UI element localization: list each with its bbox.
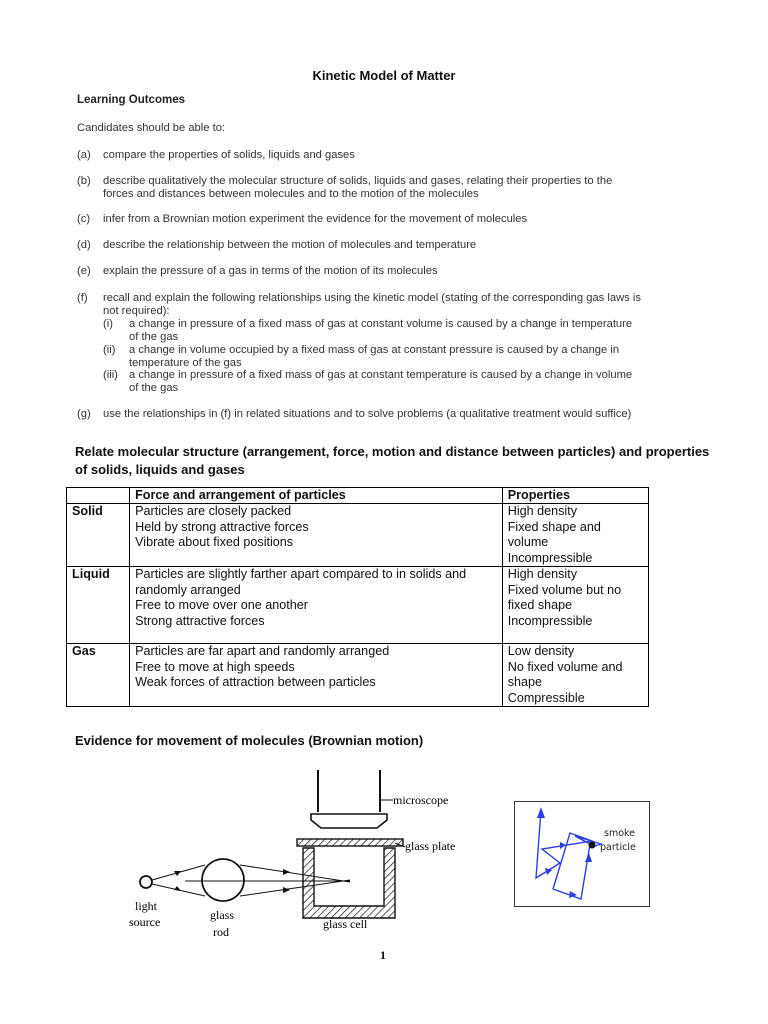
smoke-particle-dot — [589, 842, 596, 849]
properties-cell — [502, 644, 648, 707]
glass-plate — [297, 839, 403, 846]
force-line: Vibrate about fixed positions — [135, 535, 294, 550]
outcome-label: (a) — [77, 149, 91, 161]
sub-outcome-text: a change in volume occupied by a fixed mass of gas at constant pressure is caused by a change in temperature of the gas — [129, 344, 620, 369]
microscope-objective — [311, 814, 387, 828]
force-cell — [130, 567, 503, 644]
force-cell — [130, 644, 503, 707]
property-line: Low density — [507, 644, 575, 659]
force-line: Particles are far apart and randomly arranged — [135, 644, 390, 659]
outcome-label: (b) — [77, 175, 91, 187]
page-number: 1 — [380, 948, 386, 962]
outcome-label: (e) — [77, 265, 91, 277]
sub-outcome-label: (ii) — [103, 344, 116, 356]
force-line: Particles are slightly farther apart compared to in solids and randomly arranged — [135, 567, 467, 597]
label-glass: glass — [210, 908, 234, 922]
property-line: Fixed volume but no fixed shape — [507, 582, 622, 613]
row-label: Gas — [67, 644, 130, 707]
table-row-liquid — [67, 567, 649, 644]
sub-outcome-text: a change in pressure of a fixed mass of gas at constant volume is caused by a change in temperature of the gas — [129, 318, 633, 343]
label-rod: rod — [213, 925, 229, 939]
property-line: Compressible — [507, 690, 585, 705]
force-cell — [130, 504, 503, 567]
outcome-text: use the relationships in (f) in related situations and to solve problems (a qualitative treatment would suffice) — [103, 408, 632, 420]
page-title: Kinetic Model of Matter — [312, 68, 456, 83]
property-line: Fixed shape and volume — [507, 519, 601, 550]
table-header-properties: Properties — [502, 488, 648, 504]
learning-outcomes-intro: Candidates should be able to: — [77, 122, 226, 134]
label-source: source — [129, 915, 161, 929]
outcome-text: compare the properties of solids, liquids and gases — [103, 149, 355, 161]
label-microscope: microscope — [393, 793, 449, 807]
outcome-text: recall and explain the following relationships using the kinetic model (stating of the corresponding gas laws is not required): — [103, 292, 641, 317]
section-heading-properties: Relate molecular structure (arrangement, force, motion and distance between particles) and properties of solids, liquids and gases — [75, 444, 710, 477]
label-smoke: smoke — [604, 828, 636, 839]
brownian-apparatus-diagram — [125, 770, 485, 945]
table-row-gas — [67, 644, 649, 707]
label-particle: particle — [600, 842, 636, 853]
outcome-text: infer from a Brownian motion experiment the evidence for the movement of molecules — [103, 213, 528, 225]
force-line: Held by strong attractive forces — [135, 519, 309, 534]
row-label: Liquid — [67, 567, 130, 644]
force-line: Weak forces of attraction between particles — [135, 675, 376, 690]
property-line: High density — [507, 504, 578, 519]
table-row-solid — [67, 504, 649, 567]
glass-cell — [303, 848, 395, 918]
table-header-force: Force and arrangement of particles — [130, 488, 503, 504]
outcome-text: describe qualitatively the molecular structure of solids, liquids and gases, relating their properties to the forces and distances between molecules and to the motion of the molecules — [103, 175, 613, 200]
light-rays — [152, 865, 350, 896]
label-light: light — [135, 899, 158, 913]
property-line: Incompressible — [507, 550, 593, 565]
outcome-text: describe the relationship between the motion of molecules and temperature — [103, 239, 477, 251]
outcome-label: (f) — [77, 292, 88, 304]
properties-cell — [502, 567, 648, 644]
property-line: No fixed volume and shape — [507, 659, 623, 690]
property-line: High density — [507, 567, 578, 582]
properties-table — [66, 487, 649, 707]
section-heading-brownian: Evidence for movement of molecules (Brownian motion) — [75, 733, 424, 748]
force-line: Particles are closely packed — [135, 504, 292, 519]
property-line: Incompressible — [507, 613, 593, 628]
properties-cell — [502, 504, 648, 567]
sub-outcome-label: (iii) — [103, 369, 118, 381]
label-glass-plate: glass plate — [405, 839, 456, 853]
sub-outcome-label: (i) — [103, 318, 113, 330]
sub-outcome-text: a change in pressure of a fixed mass of gas at constant temperature is caused by a change in volume of the gas — [129, 369, 633, 394]
force-line: Strong attractive forces — [135, 613, 265, 628]
force-line: Free to move over one another — [135, 598, 309, 613]
label-glass-cell: glass cell — [323, 917, 368, 931]
table-header-row — [67, 488, 649, 504]
force-line: Free to move at high speeds — [135, 659, 295, 674]
outcome-label: (g) — [77, 408, 91, 420]
outcome-label: (d) — [77, 239, 91, 251]
learning-outcomes-heading: Learning Outcomes — [77, 94, 185, 106]
glass-rod — [202, 859, 244, 901]
row-label: Solid — [67, 504, 130, 567]
outcome-text: explain the pressure of a gas in terms of the motion of its molecules — [103, 265, 438, 277]
smoke-particle-path-diagram — [514, 801, 650, 907]
outcome-label: (c) — [77, 213, 91, 225]
light-source — [140, 876, 152, 888]
table-header-state — [67, 488, 130, 504]
